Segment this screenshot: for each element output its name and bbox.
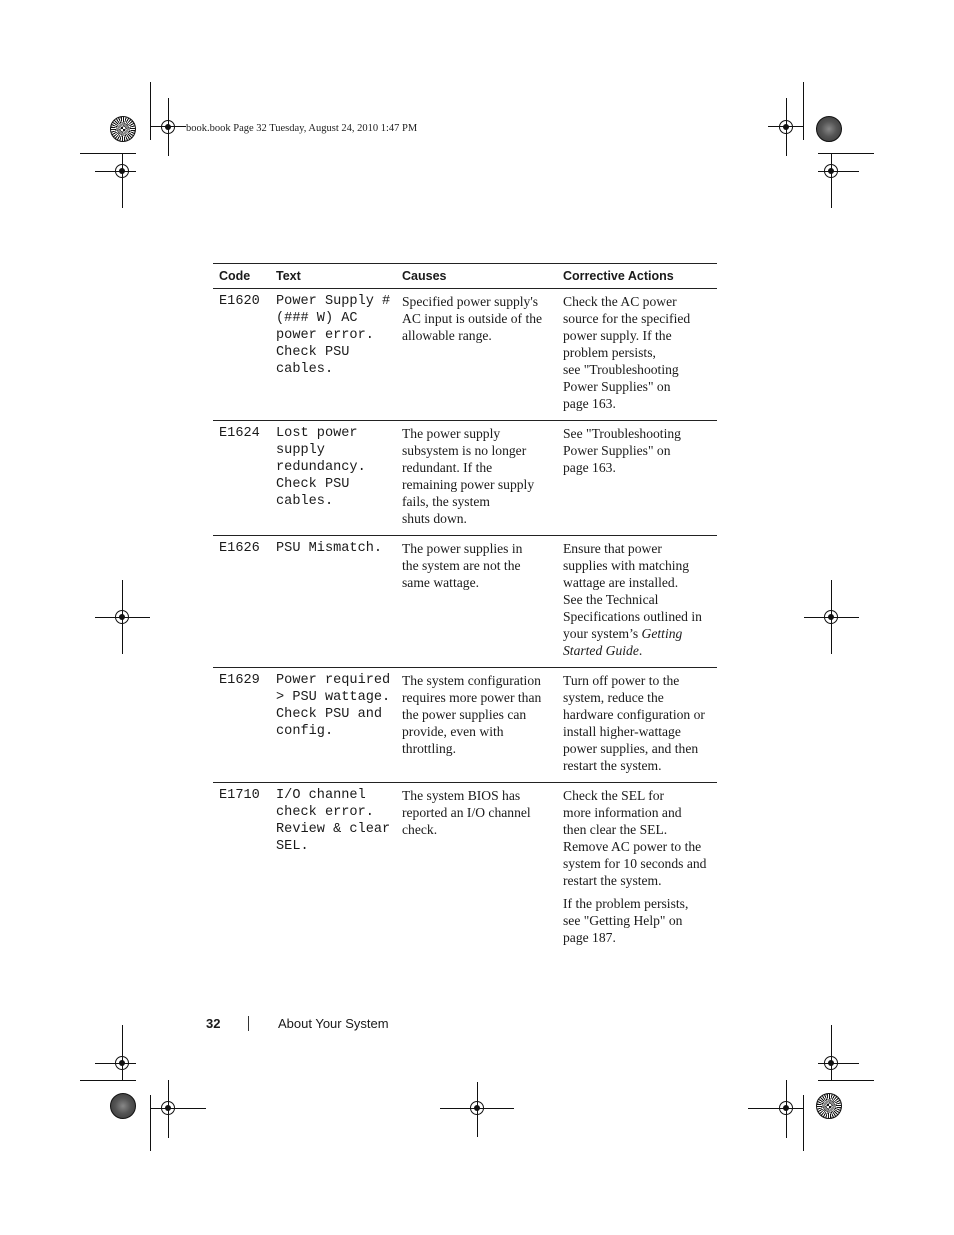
cell-corrective-actions [557,668,717,783]
cell-corrective-actions [557,289,717,421]
cell-code: E1624 [213,421,270,536]
cell-causes: The power supplies in the system are not the same wattage. [396,536,557,668]
cell-causes: The system BIOS has reported an I/O channel check. [402,788,531,837]
registration-mark-icon [824,610,838,624]
color-bar-icon [816,116,842,142]
cell-message-text: I/O channel check error. Review & clear SEL. [276,788,391,854]
print-slug-header: book.book Page 32 Tuesday, August 24, 2010 1:47 PM [186,123,418,134]
cell-code: E1620 [213,289,270,421]
cell-message-text: Power required > PSU wattage. Check PSU and config. [270,668,396,783]
cell-corrective-actions [557,536,717,668]
column-header-corrective-actions: Corrective Actions [557,264,717,289]
table-row [213,668,717,783]
table-row [213,783,717,955]
cell-message-text: Lost power supply redundancy. Check PSU cables. [270,421,396,536]
action-paragraph: Check the AC power source for the specified power supply. If the problem persists, see "Troubleshooting Power Supplies" on page 163. [563,294,691,411]
color-bar-icon [110,116,136,142]
registration-mark-icon [115,1056,129,1070]
guide-title: Getting Started Guide [563,626,683,658]
table-header-row [213,264,717,289]
cell-code: E1626 [213,536,270,668]
action-paragraph: Turn off power to the system, reduce the hardware configuration or install higher-wattage power supplies, and then restart the system. [563,673,705,773]
action-paragraph: Ensure that power supplies with matching wattage are installed. See the Technical Specifications outlined in your system’s Getting Started Guide. [563,541,702,658]
color-bar-icon [110,1093,136,1119]
table-row [213,421,717,536]
column-header-causes: Causes [396,264,557,289]
color-bar-icon [816,1093,842,1119]
cell-message-text: Power Supply # (### W) AC power error. Check PSU cables. [270,289,396,421]
action-paragraph: Check the SEL for more information and then clear the SEL. Remove AC power to the system for 10 seconds and restart the system. [563,788,707,888]
cell-corrective-actions [557,783,717,955]
error-code-table [213,263,717,954]
cell-message-text: PSU Mismatch. [270,536,396,668]
table-row [213,536,717,668]
cell-corrective-actions [557,421,717,536]
footer-divider [248,1016,249,1031]
table-row [213,289,717,421]
cell-code: E1710 [219,788,260,803]
cell-causes: The system configuration requires more power than the power supplies can provide, even with throttling. [396,668,557,783]
registration-mark-icon [470,1101,484,1115]
column-header-code: Code [213,264,270,289]
cell-code: E1629 [213,668,270,783]
registration-mark-icon [824,1056,838,1070]
registration-mark-icon [115,610,129,624]
column-header-text: Text [270,264,396,289]
cell-causes: Specified power supply's AC input is outside of the allowable range. [396,289,557,421]
section-title: About Your System [278,1016,389,1031]
cell-causes: The power supply subsystem is no longer redundant. If the remaining power supply fails, the system shuts down. [396,421,557,536]
action-paragraph: If the problem persists, see "Getting Help" on page 187. [563,896,689,945]
page-number: 32 [206,1016,221,1031]
action-paragraph: See "Troubleshooting Power Supplies" on page 163. [563,426,681,475]
